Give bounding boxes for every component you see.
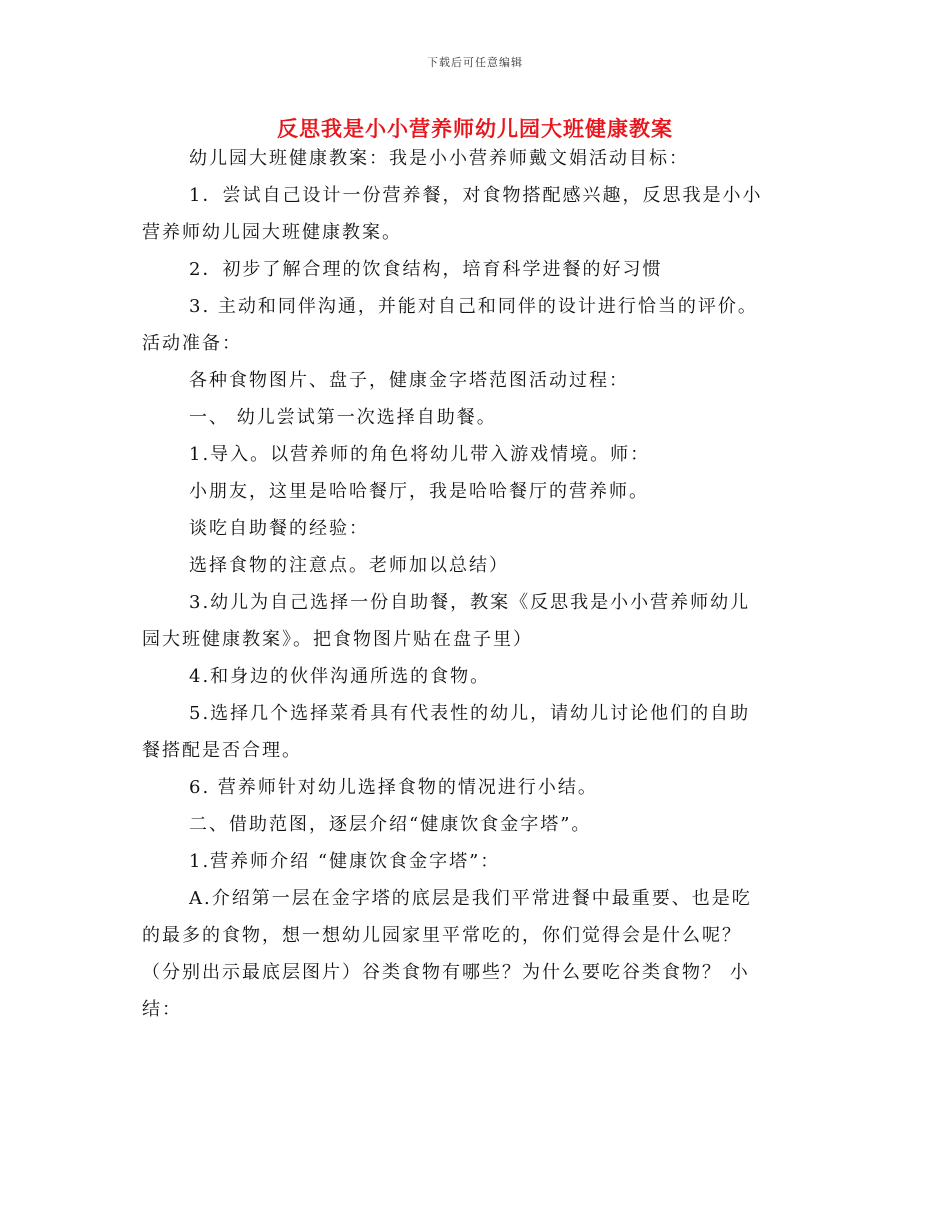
body-line: 1.导入。以营养师的角色将幼儿带入游戏情境。师： bbox=[189, 444, 651, 465]
body-line: 餐搭配是否合理。 bbox=[142, 740, 302, 761]
body-line: 幼儿园大班健康教案：我是小小营养师戴文娟活动目标： bbox=[189, 148, 689, 169]
body-line: 一、 幼儿尝试第一次选择自助餐。 bbox=[189, 407, 497, 428]
body-line: 结： bbox=[142, 999, 182, 1020]
document-body bbox=[142, 140, 812, 1028]
body-line: 4.和身边的伙伴沟通所选的食物。 bbox=[189, 666, 491, 687]
body-line: 活动准备： bbox=[142, 333, 242, 354]
body-line: 各种食物图片、盘子，健康金字塔范图活动过程： bbox=[189, 370, 629, 391]
body-line: 园大班健康教案》。把食物图片贴在盘子里） bbox=[142, 629, 533, 650]
body-line: 二、借助范图，逐层介绍“健康饮食金字塔”。 bbox=[189, 814, 592, 835]
body-line: 3. 主动和同伴沟通，并能对自己和同伴的设计进行恰当的评价。 bbox=[189, 296, 758, 317]
document-title: 反思我是小小营养师幼儿园大班健康教案 bbox=[277, 116, 673, 141]
body-line: （分别出示最底层图片）谷类食物有哪些？为什么要吃谷类食物？ 小 bbox=[142, 962, 750, 983]
body-line: 选择食物的注意点。老师加以总结） bbox=[189, 555, 509, 576]
body-line: 的最多的食物，想一想幼儿园家里平常吃的，你们觉得会是什么呢？ bbox=[142, 925, 742, 946]
body-line: A.介绍第一层在金字塔的底层是我们平常进餐中最重要、也是吃 bbox=[189, 888, 752, 909]
body-line: 谈吃自助餐的经验： bbox=[189, 518, 369, 539]
body-line: 3.幼儿为自己选择一份自助餐，教案《反思我是小小营养师幼儿 bbox=[189, 592, 751, 613]
body-line: 5.选择几个选择菜肴具有代表性的幼儿，请幼儿讨论他们的自助 bbox=[189, 703, 751, 724]
body-line: 小朋友，这里是哈哈餐厅，我是哈哈餐厅的营养师。 bbox=[189, 481, 649, 502]
body-line: 1．尝试自己设计一份营养餐，对食物搭配感兴趣，反思我是小小 bbox=[189, 185, 763, 206]
body-line: 1.营养师介绍 “健康饮食金字塔”： bbox=[189, 851, 501, 872]
body-line: 营养师幼儿园大班健康教案。 bbox=[142, 222, 402, 243]
page-header-note: 下载后可任意编辑 bbox=[427, 56, 523, 69]
body-line: 6. 营养师针对幼儿选择食物的情况进行小结。 bbox=[189, 777, 598, 798]
body-line: 2．初步了解合理的饮食结构，培育科学进餐的好习惯 bbox=[189, 259, 663, 280]
